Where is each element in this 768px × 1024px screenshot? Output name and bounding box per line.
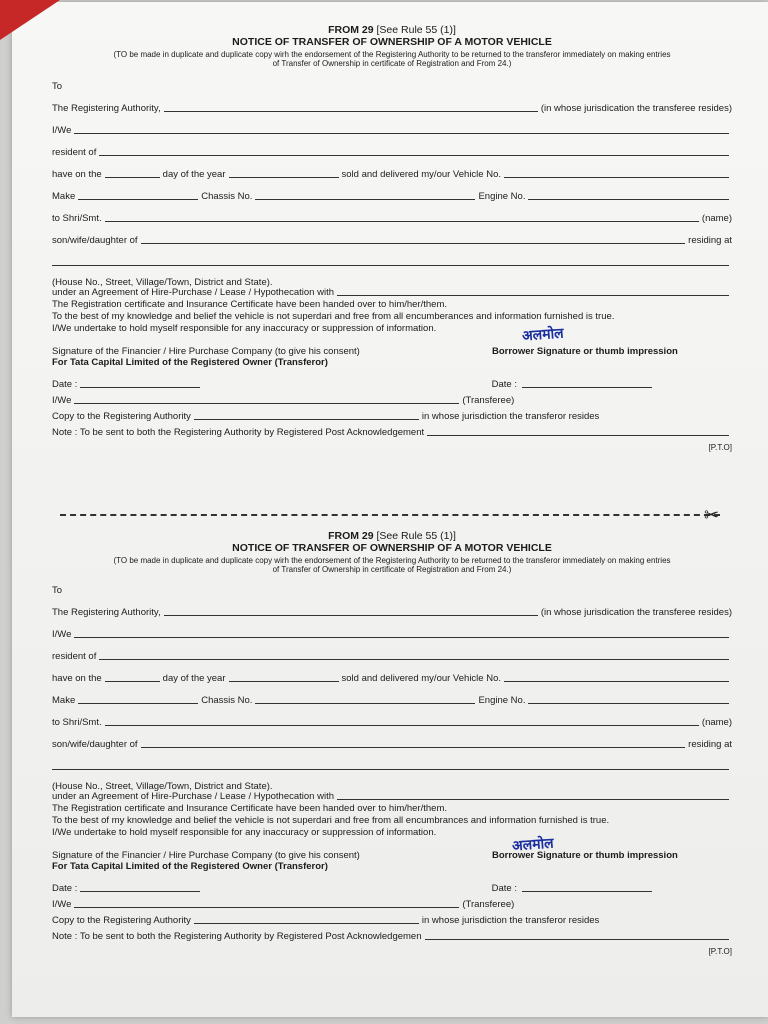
to-label: To	[52, 80, 63, 92]
parent-name-field[interactable]	[141, 747, 686, 748]
jurisdiction-transferor-label: in whose jurisdiction the transferor resides	[421, 914, 600, 926]
engine-label: Engine No.	[478, 190, 526, 202]
scissors-icon: ✂	[704, 505, 720, 525]
declaration-block	[52, 277, 732, 335]
engine-field[interactable]	[528, 703, 729, 704]
address-field[interactable]	[52, 265, 729, 266]
iwe2-label: I/We	[52, 898, 72, 910]
agreement-label: under an Agreement of Hire-Purchase / Lease / Hypothecation with	[52, 287, 334, 299]
transferee-name-field[interactable]	[105, 725, 699, 726]
certificates-statement: The Registration certificate and Insurance Certificate have been handed over to him/her/them.	[52, 299, 447, 311]
transferee-sign-field[interactable]	[74, 907, 459, 908]
handwritten-signature: अलमोल	[511, 835, 555, 855]
resident-of-field[interactable]	[99, 659, 729, 660]
date-label-right: Date :	[491, 882, 517, 894]
iwe-label: I/We	[52, 628, 72, 640]
for-tata-label: For Tata Capital Limited of the Registered Owner (Transferor)	[52, 860, 328, 872]
to-shri-label: to Shri/Smt.	[52, 212, 102, 224]
resident-of-label: resident of	[52, 650, 97, 662]
date-field-left[interactable]	[80, 891, 200, 892]
name-label: (name)	[701, 716, 732, 728]
certificates-statement: The Registration certificate and Insurance Certificate have been handed over to him/her/them.	[52, 803, 447, 815]
chassis-field[interactable]	[255, 703, 475, 704]
registering-authority-label: The Registering Authority,	[52, 102, 161, 114]
handwritten-signature: अलमोल	[521, 325, 565, 345]
agreement-label: under an Agreement of Hire-Purchase / Lease / Hypothecation with	[52, 791, 334, 803]
date-label-right: Date :	[491, 378, 517, 390]
residing-at-label: residing at	[688, 234, 732, 246]
registering-authority-field[interactable]	[164, 111, 538, 112]
notice-heading: NOTICE OF TRANSFER OF OWNERSHIP OF A MOTOR VEHICLE	[232, 36, 552, 49]
resident-of-label: resident of	[52, 146, 97, 158]
address-field[interactable]	[52, 769, 729, 770]
note-field[interactable]	[425, 939, 730, 940]
financier-field[interactable]	[337, 799, 729, 800]
form-instructions: (TO be made in duplicate and duplicate copy wirh the endorsement of the Registering Authority to be returned to the transferor immediately on making entries of Transfer of Ownership in certificate of Registration and From 24.)	[113, 50, 671, 69]
note-field[interactable]	[427, 435, 729, 436]
residing-at-label: residing at	[688, 738, 732, 750]
financier-field[interactable]	[337, 295, 729, 296]
sold-delivered-label: sold and delivered my/our Vehicle No.	[341, 168, 501, 180]
to-label: To	[52, 584, 63, 596]
pto-label: [P.T.O]	[708, 946, 732, 956]
engine-label: Engine No.	[478, 694, 526, 706]
registering-authority-label: The Registering Authority,	[52, 606, 161, 618]
have-on-the-label: have on the	[52, 168, 102, 180]
chassis-field[interactable]	[255, 199, 475, 200]
jurisdiction-transferor-label: in whose jurisdiction the transferor resides	[421, 410, 600, 422]
transferee-label: (Transferee)	[462, 898, 515, 910]
resident-of-field[interactable]	[99, 155, 729, 156]
jurisdiction-transferee-label: (in whose jurisdication the transferee resides)	[540, 606, 732, 618]
registering-authority-field[interactable]	[164, 615, 538, 616]
transfer-form-duplicate	[52, 530, 732, 956]
knowledge-statement: To the best of my knowledge and belief the vehicle is not superdari and free from all encumbrances and information furnished is true.	[52, 815, 610, 827]
transferee-sign-field[interactable]	[74, 403, 459, 404]
copy-to-label: Copy to the Registering Authority	[52, 410, 191, 422]
form-number: FROM 29	[328, 530, 374, 542]
red-corner-decoration	[0, 0, 60, 40]
copy-to-field[interactable]	[194, 923, 419, 924]
iwe-label: I/We	[52, 124, 72, 136]
borrower-signature-label: Borrower Signature or thumb impression	[492, 849, 678, 861]
address-hint: (House No., Street, Village/Town, District and State).	[52, 780, 273, 792]
jurisdiction-transferee-label: (in whose jurisdication the transferee resides)	[540, 102, 732, 114]
address-hint: (House No., Street, Village/Town, District and State).	[52, 276, 273, 288]
for-tata-label: For Tata Capital Limited of the Registered Owner (Transferor)	[52, 356, 328, 368]
date-field-right[interactable]	[522, 891, 652, 892]
sold-delivered-label: sold and delivered my/our Vehicle No.	[341, 672, 501, 684]
declaration-block	[52, 781, 732, 839]
day-field[interactable]	[105, 177, 160, 178]
day-of-year-label: day of the year	[162, 672, 226, 684]
copy-to-field[interactable]	[194, 419, 419, 420]
financier-signature-label: Signature of the Financier / Hire Purchase Company (to give his consent)	[52, 849, 360, 861]
iwe-field[interactable]	[74, 133, 729, 134]
make-label: Make	[52, 694, 76, 706]
notice-heading: NOTICE OF TRANSFER OF OWNERSHIP OF A MOTOR VEHICLE	[232, 542, 552, 555]
undertaking-statement: I/We undertake to hold myself responsible for any inaccuracy or suppression of information.	[52, 323, 437, 335]
chassis-label: Chassis No.	[201, 694, 253, 706]
form-rule: [See Rule 55 (1)]	[376, 24, 456, 36]
son-wife-label: son/wife/daughter of	[52, 234, 138, 246]
borrower-signature-label: Borrower Signature or thumb impression	[492, 345, 678, 357]
year-field[interactable]	[229, 177, 339, 178]
undertaking-statement: I/We undertake to hold myself responsible for any inaccuracy or suppression of information.	[52, 827, 437, 839]
make-label: Make	[52, 190, 76, 202]
form-title	[52, 24, 732, 36]
iwe2-label: I/We	[52, 394, 72, 406]
transferee-name-field[interactable]	[105, 221, 699, 222]
note-label: Note : To be sent to both the Registering Authority by Registered Post Acknowledgemen	[52, 930, 422, 942]
day-field[interactable]	[105, 681, 160, 682]
date-field-right[interactable]	[522, 387, 652, 388]
financier-signature-label: Signature of the Financier / Hire Purchase Company (to give his consent)	[52, 345, 360, 357]
year-field[interactable]	[229, 681, 339, 682]
date-label-left: Date :	[52, 378, 78, 390]
vehicle-no-field[interactable]	[504, 681, 729, 682]
transfer-form-original	[52, 24, 732, 452]
make-field[interactable]	[78, 703, 198, 704]
engine-field[interactable]	[528, 199, 729, 200]
chassis-label: Chassis No.	[201, 190, 253, 202]
parent-name-field[interactable]	[141, 243, 686, 244]
knowledge-statement: To the best of my knowledge and belief the vehicle is not superdari and free from all encumberances and information furnished is true.	[52, 311, 615, 323]
date-label-left: Date :	[52, 882, 78, 894]
document-sheet	[12, 2, 768, 1017]
day-of-year-label: day of the year	[162, 168, 226, 180]
form-rule: [See Rule 55 (1)]	[376, 530, 456, 542]
to-shri-label: to Shri/Smt.	[52, 716, 102, 728]
pto-label: [P.T.O]	[708, 442, 732, 452]
vehicle-no-field[interactable]	[504, 177, 729, 178]
son-wife-label: son/wife/daughter of	[52, 738, 138, 750]
signature-row	[52, 835, 732, 873]
form-instructions: (TO be made in duplicate and duplicate copy wirh the endorsement of the Registering Authority to be returned to the transferor immediately on making entries of Transfer of Ownership in certificate of Registration and From 24.)	[113, 556, 671, 575]
note-label: Note : To be sent to both the Registering Authority by Registered Post Acknowledgement	[52, 426, 425, 438]
form-number: FROM 29	[328, 24, 374, 36]
have-on-the-label: have on the	[52, 672, 102, 684]
cut-line	[60, 514, 720, 516]
make-field[interactable]	[78, 199, 198, 200]
copy-to-label: Copy to the Registering Authority	[52, 914, 191, 926]
form-title	[52, 530, 732, 542]
transferee-label: (Transferee)	[462, 394, 515, 406]
name-label: (name)	[701, 212, 732, 224]
iwe-field[interactable]	[74, 637, 729, 638]
date-field-left[interactable]	[80, 387, 200, 388]
